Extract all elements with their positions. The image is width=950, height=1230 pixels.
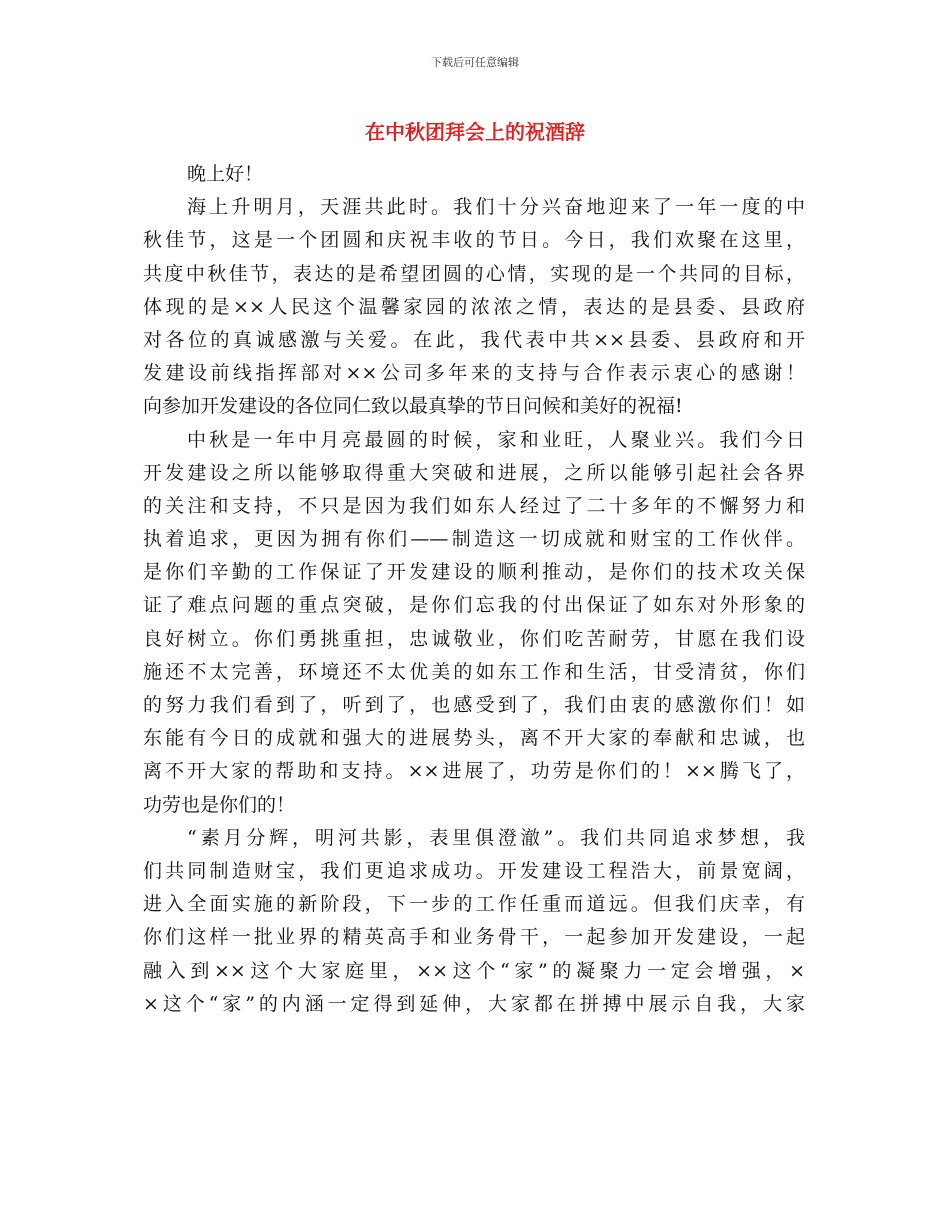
- paragraph-line: 发建设前线指挥部对××公司多年来的支持与合作表示衷心的感谢！: [143, 362, 805, 385]
- paragraph-1: [143, 191, 805, 423]
- paragraph-greeting: [143, 158, 805, 191]
- paragraph-line: 晚上好！: [187, 163, 264, 185]
- paragraph-line: 秋佳节，这是一个团圆和庆祝丰收的节日。今日，我们欢聚在这里，: [143, 229, 805, 252]
- header-note: 下载后可任意编辑: [431, 56, 519, 69]
- paragraph-line: 是你们辛勤的工作保证了开发建设的顺利推动，是你们的技术攻关保: [143, 561, 805, 584]
- paragraph-line: 共度中秋佳节，表达的是希望团圆的心情，实现的是一个共同的目标，: [143, 262, 805, 285]
- paragraph-line: 良好树立。你们勇挑重担，忠诚敬业，你们吃苦耐劳，甘愿在我们设: [143, 627, 805, 650]
- paragraph-line: 海上升明月，天涯共此时。我们十分兴奋地迎来了一年一度的中: [187, 196, 805, 219]
- paragraph-line: 向参加开发建设的各位同仁致以最真挚的节日问候和美好的祝福!: [143, 395, 683, 418]
- paragraph-line: 体现的是××人民这个温馨家园的浓浓之情，表达的是县委、县政府: [143, 295, 805, 318]
- paragraph-line: 融入到××这个大家庭里，××这个“家”的凝聚力一定会增强，×: [143, 959, 805, 982]
- paragraph-line: 证了难点问题的重点突破，是你们忘我的付出保证了如东对外形象的: [143, 594, 805, 617]
- paragraph-line: 开发建设之所以能够取得重大突破和进展，之所以能够引起社会各界: [143, 461, 805, 484]
- paragraph-line: 们共同制造财宝，我们更追求成功。开发建设工程浩大，前景宽阔，: [143, 859, 805, 882]
- paragraph-line: 离不开大家的帮助和支持。××进展了，功劳是你们的！××腾飞了，: [143, 760, 805, 783]
- paragraph-line: 的努力我们看到了，听到了，也感受到了，我们由衷的感激你们！如: [143, 694, 805, 716]
- document-body: [143, 158, 805, 1021]
- paragraph-line: 对各位的真诚感激与关爱。在此，我代表中共××县委、县政府和开: [143, 328, 805, 351]
- paragraph-line: 施还不太完善，环境还不太优美的如东工作和生活，甘受清贫，你们: [143, 660, 805, 683]
- paragraph-line: ×这个“家”的内涵一定得到延伸，大家都在拼搏中展示自我，大家: [143, 992, 805, 1015]
- paragraph-line: 功劳也是你们的！: [143, 793, 296, 816]
- paragraph-line: 进入全面实施的新阶段，下一步的工作任重而道远。但我们庆幸，有: [143, 893, 805, 916]
- document-title: 在中秋团拜会上的祝酒辞: [365, 120, 585, 144]
- paragraph-line: 你们这样一批业界的精英高手和业务骨干，一起参加开发建设，一起: [143, 926, 805, 949]
- paragraph-line: “素月分辉，明河共影，表里俱澄澈”。我们共同追求梦想，我: [187, 826, 805, 849]
- paragraph-line: 的关注和支持，不只是因为我们如东人经过了二十多年的不懈努力和: [143, 494, 805, 517]
- paragraph-line: 执着追求，更因为拥有你们——制造这一切成就和财宝的工作伙伴。: [143, 528, 805, 551]
- paragraph-2: [143, 424, 805, 822]
- paragraph-line: 东能有今日的成就和强大的进展势头，离不开大家的奉献和忠诚，也: [143, 727, 805, 750]
- paragraph-3: [143, 822, 805, 1021]
- paragraph-line: 中秋是一年中月亮最圆的时候，家和业旺，人聚业兴。我们今日: [187, 428, 805, 451]
